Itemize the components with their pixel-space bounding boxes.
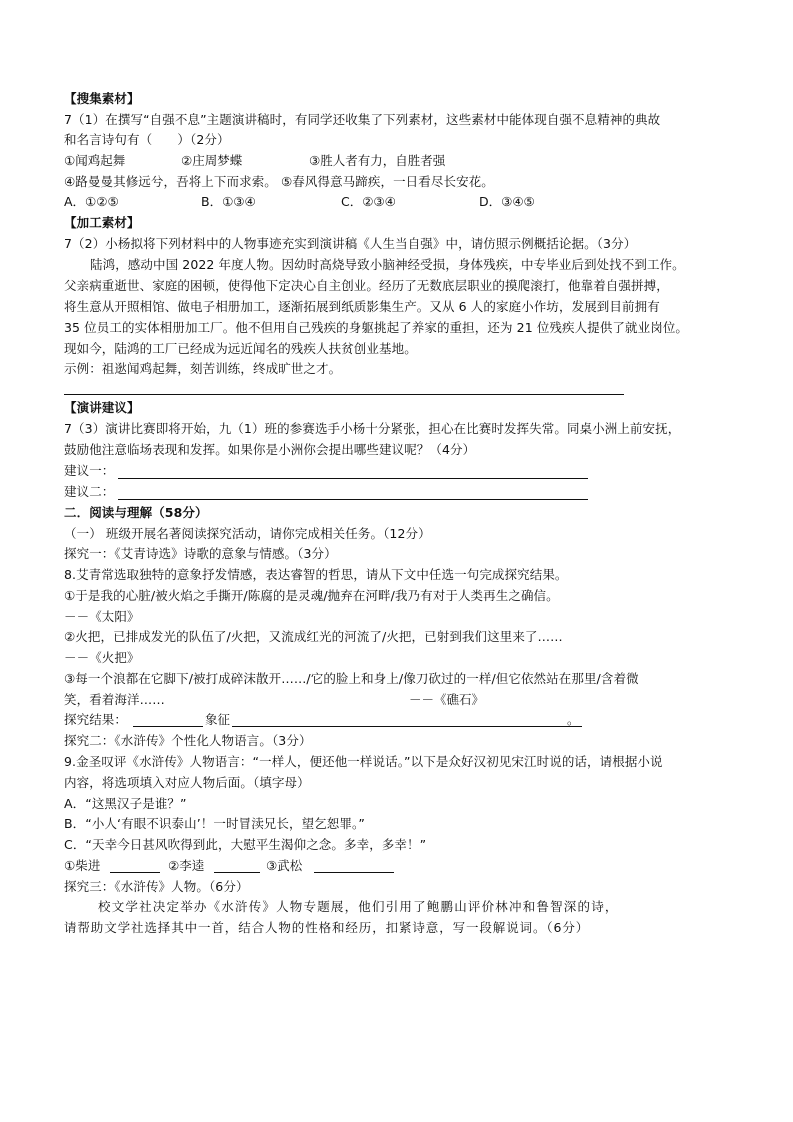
q7-2-para-line1: 陆鸿，感动中国 2022 年度人物。因幼时高烧导致小脑神经受损，身体残疾，中专毕业后到处找不到工作。 [90, 257, 685, 272]
q9-option-b: B．“小人‘有眼不识泰山’！一时冒渎兄长，望乞恕罪。” [64, 816, 365, 831]
explore1-heading: 探究一：《艾青诗选》诗歌的意象与情感。（3分） [64, 546, 337, 561]
q7-1-line2: 和名言诗句有（ ）（2分） [64, 132, 230, 147]
explore3-task-line1: 校文学社决定举办《水浒传》人物专题展，他们引用了鲍鹏山评价林冲和鲁智深的诗， [98, 899, 619, 914]
q9-chaijin-blank[interactable] [110, 872, 160, 873]
part2-title: 二．阅读与理解（58分） [64, 505, 208, 520]
suggestion-2-answer-line[interactable] [118, 499, 588, 500]
q7-3-line1: 7（3）演讲比赛即将开始，九（1）班的参赛选手小杨十分紧张，担心在比赛时发挥失常。同桌小洲上前安抚， [64, 421, 681, 436]
q9-chaijin-label: ①柴进 [64, 858, 101, 873]
q7-1-option-c: C．②③④ [341, 194, 396, 209]
q7-1-item2: ②庄周梦蝶 [181, 153, 243, 168]
poem1-source: －－《太阳》 [64, 609, 140, 624]
explore3-task-line2: 请帮助文学社选择其中一首，结合人物的性格和经历，扣紧诗意，写一段解说词。（6分） [64, 920, 590, 935]
q7-2-para-line5: 现如今，陆鸿的工厂已经成为远近闻名的残疾人扶贫创业基地。 [64, 341, 417, 356]
poem1-text: ①于是我的心脏/被火焰之手撕开/陈腐的是灵魂/抛弃在河畔/我乃有对于人类再生之确信。 [64, 588, 559, 603]
q7-2-para-line2: 父亲病重逝世、家庭的困顿，使得他下定决心自主创业。经历了无数底层职业的摸爬滚打，他靠着自强拼搏， [64, 278, 669, 293]
q7-2-example: 示例：祖逖闻鸡起舞，刻苦训练，终成旷世之才。 [64, 361, 342, 376]
q7-1-option-a: A．①②⑤ [64, 194, 119, 209]
q9-line1: 9.金圣叹评《水浒传》人物语言：“一样人，便还他一样说话。”以下是众好汉初见宋江时说的话，请根据小说 [64, 754, 663, 769]
suggestion-1-label: 建议一： [64, 463, 115, 478]
q7-2-answer-line[interactable] [64, 394, 624, 395]
q8-prompt: 8.艾青常选取独特的意象抒发情感，表达睿智的哲思，请从下文中任选一句完成探究结果。 [64, 567, 568, 582]
result-symbol-label: 象征 [205, 712, 231, 727]
suggestion-1-answer-line[interactable] [118, 478, 588, 479]
explore3-heading: 探究三：《水浒传》人物。（6分） [64, 879, 249, 894]
q9-line2: 内容，将选项填入对应人物后面。（填字母） [64, 775, 310, 790]
poem3-source: －－《礁石》 [409, 692, 485, 707]
result-image-blank[interactable] [133, 726, 203, 727]
q7-1-item45: ④路曼曼其修远兮，吾将上下而求索。 ⑤春风得意马蹄疾，一日看尽长安花。 [64, 174, 494, 189]
q7-1-item3: ③胜人者有力，自胜者强 [309, 153, 446, 168]
q9-wusong-blank[interactable] [314, 872, 394, 873]
result-end-mark: 。 [567, 712, 580, 727]
result-label: 探究结果： [64, 712, 128, 727]
poem3-text-line2: 笑，看着海洋…… [64, 692, 165, 707]
q7-2-line1: 7（2）小杨拟将下列材料中的人物事迹充实到演讲稿《人生当自强》中，请仿照示例概括论据。（3分） [64, 236, 637, 251]
q9-option-c: C．“天幸今日甚风吹得到此，大慰平生渴仰之念。多幸，多幸！” [64, 837, 427, 852]
q7-1-line1: 7（1）在撰写“自强不息”主题演讲稿时，有同学还收集了下列素材，这些素材中能体现自强不息精神的典故 [64, 112, 661, 127]
q7-1-option-d: D．③④⑤ [479, 194, 535, 209]
section-advice-heading: 【演讲建议】 [64, 400, 140, 415]
poem2-text: ②火把，已排成发光的队伍了/火把，又流成红光的河流了/火把，已射到我们这里来了…… [64, 629, 563, 644]
explore2-heading: 探究二：《水浒传》个性化人物语言。（3分） [64, 733, 312, 748]
q7-1-item1: ①闻鸡起舞 [64, 153, 126, 168]
q7-3-line2: 鼓励他注意临场表现和发挥。如果你是小洲你会提出哪些建议呢？（4分） [64, 442, 476, 457]
suggestion-2-label: 建议二： [64, 484, 115, 499]
q7-2-para-line3: 将生意从开照相馆、做电子相册加工，逐渐拓展到纸质影集生产。又从 6 人的家庭小作坊，发展到目前拥有 [64, 299, 660, 314]
q7-2-para-line4: 35 位员工的实体相册加工厂。他不但用自己残疾的身躯挑起了养家的重担，还为 21 位残疾人提供了就业岗位。 [64, 320, 689, 335]
q7-1-option-b: B．①③④ [201, 194, 256, 209]
q9-wusong-label: ③武松 [266, 858, 303, 873]
q9-likui-label: ②李逵 [168, 858, 205, 873]
q9-likui-blank[interactable] [214, 872, 260, 873]
poem2-source: －－《火把》 [64, 650, 140, 665]
section-process-heading: 【加工素材】 [64, 215, 140, 230]
section-collect-heading: 【搜集素材】 [64, 91, 140, 106]
q9-option-a: A．“这黑汉子是谁？” [64, 796, 187, 811]
result-meaning-blank[interactable] [232, 726, 582, 727]
poem3-text-line1: ③每一个浪都在它脚下/被打成碎沫散开……/它的脸上和身上/像刀砍过的一样/但它依然站在那里/含着微 [64, 671, 639, 686]
part2-intro: （一） 班级开展名著阅读探究活动，请你完成相关任务。（12分） [64, 526, 431, 541]
